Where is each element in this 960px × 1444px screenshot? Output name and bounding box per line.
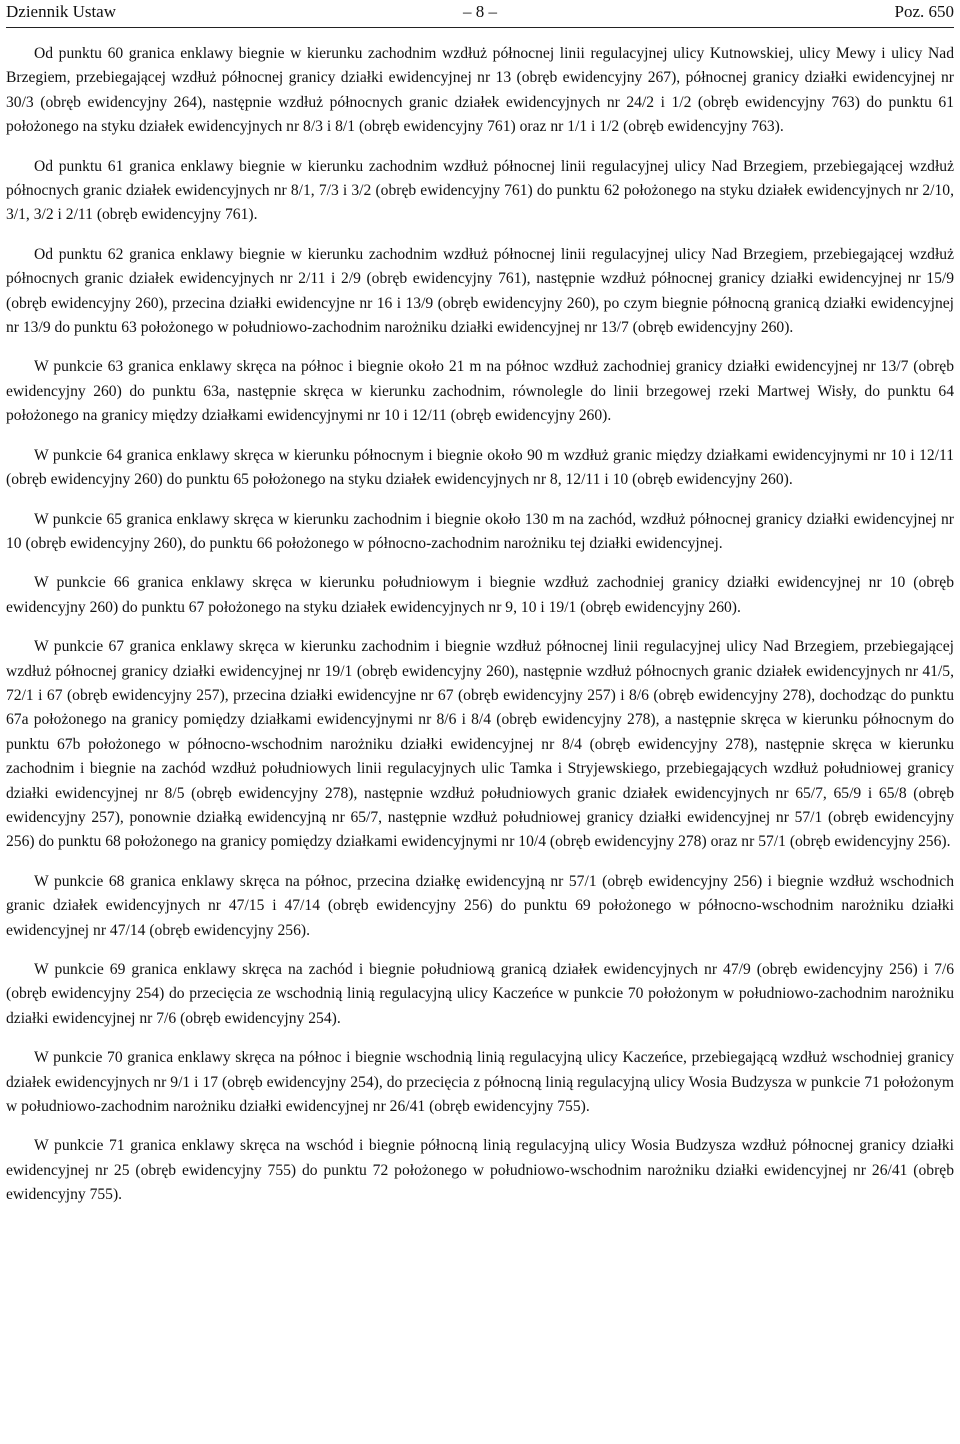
document-body xyxy=(6,28,954,1208)
paragraph: W punkcie 71 granica enklawy skręca na wschód i biegnie północną linią regulacyjną ulicy Wosia Budzysza wzdłuż północnej granicy działki ewidencyjnej nr 25 (obręb ewidencyjny 755) do punktu 72 położonego w południowo-wschodnim narożniku działki ewidencyjnej nr 26/41 (obręb ewidencyjny 755). xyxy=(6,1137,954,1204)
paragraph: W punkcie 69 granica enklawy skręca na zachód i biegnie południową granicą działek ewidencyjnych nr 47/9 (obręb ewidencyjny 256) i 7/6 (obręb ewidencyjny 254) do przecięcia ze wschodnią linią regulacyjną ulicy Kaczeńce w punkcie 70 położonym w południowo-zachodnim narożniku działki ewidencyjnej nr 7/6 (obręb ewidencyjny 254). xyxy=(6,961,954,1027)
paragraph: W punkcie 68 granica enklawy skręca na północ, przecina działkę ewidencyjną nr 57/1 (obręb ewidencyjny 256) i biegnie wzdłuż wschodnich granic działek ewidencyjnych nr 47/15 i 47/14 (obręb ewidencyjny 256) do punktu 69 położonego w północno-wschodnim narożniku działki ewidencyjnej nr 47/14 (obręb ewidencyjny 256). xyxy=(6,872,954,939)
paragraph: W punkcie 63 granica enklawy skręca na północ i biegnie około 21 m na północ wzdłuż zachodniej granicy działki ewidencyjnej nr 13/7 (obręb ewidencyjny 260) do punktu 63a, następnie skręca w kierunku zachodnim, równolegle do linii brzegowej rzeki Martwej Wisły, do punktu 64 położonego na granicy między działkami ewidencyjnymi nr 10 i 12/11 (obręb ewidencyjny 260). xyxy=(6,358,954,425)
paragraph: Od punktu 60 granica enklawy biegnie w kierunku zachodnim wzdłuż północnej linii regulacyjnej ulicy Kutnowskiej, ulicy Mewy i ulicy Nad Brzegiem, przebiegającej wzdłuż północnej granicy działki ewidencyjnej nr 13 (obręb ewidencyjny 267), północnej granicy działki ewidencyjnej nr 30/3 (obręb ewidencyjny 264), następnie wzdłuż północnych granic działek ewidencyjnych nr 24/2 i 1/2 (obręb ewidencyjny 763) do punktu 61 położonego na styku działek ewidencyjnych nr 8/3 i 8/1 (obręb ewidencyjny 761) oraz nr 1/1 i 1/2 (obręb ewidencyjny 763). xyxy=(6,45,954,136)
paragraph: Od punktu 62 granica enklawy biegnie w kierunku zachodnim wzdłuż północnej linii regulacyjnej ulicy Nad Brzegiem, przebiegającej wzdłuż północnych granic działek ewidencyjnych nr 2/11 i 2/9 (obręb ewidencyjny 761), następnie wzdłuż północnej granicy działki ewidencyjnej nr 15/9 (obręb ewidencyjny 260), przecina działki ewidencyjne nr 16 i 13/9 (obręb ewidencyjny 260), po czym biegnie północną granicą działki ewidencyjnej nr 13/9 do punktu 63 położonego w południowo-zachodnim narożniku działki ewidencyjnej nr 13/7 (obręb ewidencyjny 260). xyxy=(6,245,954,337)
page-header xyxy=(6,0,954,28)
paragraph: W punkcie 67 granica enklawy skręca w kierunku zachodnim i biegnie wzdłuż północnej linii regulacyjnej ulicy Nad Brzegiem, przebiegającej wzdłuż północnej granicy działki ewidencyjnej nr 19/1 (obręb ewidencyjny 260), następnie wzdłuż północnych granic działek ewidencyjnych nr 41/5, 72/1 i 67 (obręb ewidencyjny 257), przecina działki ewidencyjne nr 67 (obręb ewidencyjny 257) i 8/6 (obręb ewidencyjny 278), dochodząc do punktu 67a położonego na granicy pomiędzy działkami ewidencyjnymi nr 8/6 i 8/4 (obręb ewidencyjny 278), a następnie skręca w kierunku północnym do punktu 67b położonego w północno-wschodnim narożniku działki ewidencyjnej nr 8/4 (obręb ewidencyjny 278), następnie skręca w kierunku zachodnim i biegnie na zachód wzdłuż południowych linii regulacyjnych ulic Tamka i Stryjewskiego, przebiegających wzdłuż południowej granicy działki ewidencyjnej nr 8/5 (obręb ewidencyjny 278), następnie wzdłuż południowych granic działek ewidencyjnych nr 65/7, 65/9 i 65/8 (obręb ewidencyjny 257), ponownie działką ewidencyjną nr 65/7, następnie wzdłuż południowej granicy działki ewidencyjnej nr 57/1 (obręb ewidencyjny 256) do punktu 68 położonego na granicy pomiędzy działkami ewidencyjnymi nr 10/4 (obręb ewidencyjny 278) oraz nr 57/1 (obręb ewidencyjny 256). xyxy=(6,638,954,851)
paragraph: W punkcie 70 granica enklawy skręca na północ i biegnie wschodnią linią regulacyjną ulicy Kaczeńce, przebiegającą wzdłuż wschodniej granicy działek ewidencyjnych nr 9/1 i 17 (obręb ewidencyjny 254), do przecięcia z północną linią regulacyjną ulicy Wosia Budzysza w punkcie 71 położonym w południowo-zachodnim narożniku działki ewidencyjnej nr 26/41 (obręb ewidencyjny 755). xyxy=(6,1049,954,1116)
page-number: – 8 – xyxy=(463,2,497,21)
position-number: Poz. 650 xyxy=(894,2,954,21)
paragraph: W punkcie 65 granica enklawy skręca w kierunku zachodnim i biegnie około 130 m na zachód, wzdłuż północnej granicy działki ewidencyjnej nr 10 (obręb ewidencyjny 260), do punktu 66 położonego w północno-zachodnim narożniku tej działki ewidencyjnej. xyxy=(6,510,954,552)
journal-title: Dziennik Ustaw xyxy=(6,2,117,21)
paragraph: Od punktu 61 granica enklawy biegnie w kierunku zachodnim wzdłuż północnej linii regulacyjnej ulicy Nad Brzegiem, przebiegającej wzdłuż północnych granic działek ewidencyjnych nr 8/1, 7/3 i 3/2 (obręb ewidencyjny 761) do punktu 62 położonego na styku działek ewidencyjnych nr 2/10, 3/1, 3/2 i 2/11 (obręb ewidencyjny 761). xyxy=(6,157,954,224)
paragraph: W punkcie 66 granica enklawy skręca w kierunku południowym i biegnie wzdłuż zachodniej granicy działki ewidencyjnej nr 10 (obręb ewidencyjny 260) do punktu 67 położonego na styku działek ewidencyjnych nr 9, 10 i 19/1 (obręb ewidencyjny 260). xyxy=(6,574,954,616)
paragraph: W punkcie 64 granica enklawy skręca w kierunku północnym i biegnie około 90 m wzdłuż granic między działkami ewidencyjnymi nr 10 i 12/11 (obręb ewidencyjny 260) do punktu 65 położonego na styku działek ewidencyjnych nr 8, 12/11 i 10 (obręb ewidencyjny 260). xyxy=(6,446,954,489)
